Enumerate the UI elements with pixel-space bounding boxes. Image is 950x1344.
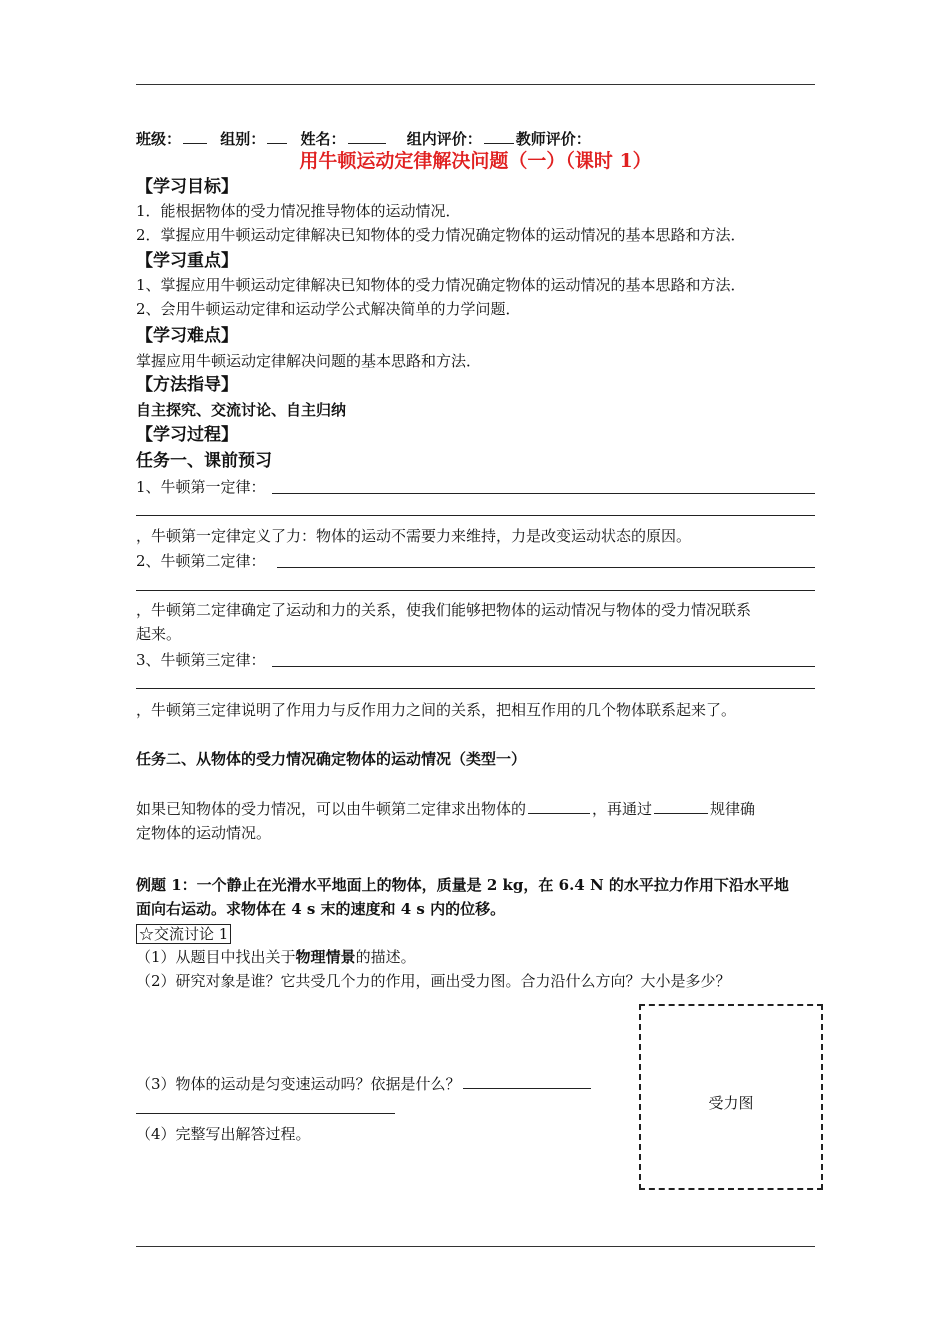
peer-eval-blank[interactable] <box>484 128 514 144</box>
law3-note: ，牛顿第三定律说明了作用力与反作用力之间的关系，把相互作用的几个物体联系起来了。 <box>136 701 737 719</box>
example1-line1: 例题 1：一个静止在光滑水平地面上的物体，质量是 2 kg，在 6.4 N 的水平拉力作用下沿水平地 <box>136 876 789 894</box>
q1-text-c: 的描述。 <box>355 948 416 966</box>
goals-heading: 【学习目标】 <box>136 177 238 197</box>
key-points-heading: 【学习重点】 <box>136 251 238 271</box>
intro-text-b: ，再通过 <box>592 800 653 818</box>
task2-title: 任务二、从物体的受力情况确定物体的运动情况（类型一） <box>136 750 527 768</box>
q3-answer-blank[interactable] <box>463 1073 591 1089</box>
q3-text: （3）物体的运动是匀变速运动吗？依据是什么？ <box>136 1075 461 1093</box>
student-info-line <box>136 128 815 149</box>
example1-line2: 面向右运动。求物体在 4 s 末的速度和 4 s 内的位移。 <box>136 900 506 918</box>
task1-title: 任务一、课前预习 <box>136 451 272 471</box>
name-blank[interactable] <box>348 128 386 144</box>
top-rule <box>136 84 815 85</box>
intro-text-c: 规律确 <box>710 800 756 818</box>
law2-note: ，牛顿第二定律确定了运动和力的关系，使我们能够把物体的运动情况与物体的受力情况联系 <box>136 601 752 619</box>
key-point-item: 1、掌握应用牛顿运动定律解决已知物体的受力情况确定物体的运动情况的基本思路和方法． <box>136 276 746 294</box>
force-diagram-label: 受力图 <box>708 1094 754 1112</box>
peer-eval-label: 组内评价： <box>406 130 482 148</box>
class-blank[interactable] <box>183 128 207 144</box>
goal-item: 1．能根据物体的受力情况推导物体的运动情况． <box>136 202 461 220</box>
law1-blank-1[interactable] <box>272 493 815 494</box>
law1-blank-2[interactable] <box>136 515 815 516</box>
difficulty-heading: 【学习难点】 <box>136 326 238 346</box>
page-title: 用牛顿运动定律解决问题（一）（课时 1） <box>299 150 652 172</box>
difficulty-text: 掌握应用牛顿运动定律解决问题的基本思路和方法． <box>136 352 482 370</box>
force-diagram-box[interactable] <box>639 1004 823 1190</box>
law2-blank-1[interactable] <box>277 567 815 568</box>
law2-note-cont: 起来。 <box>136 625 182 643</box>
goal-item: 2．掌握应用牛顿运动定律解决已知物体的受力情况确定物体的运动情况的基本思路和方法． <box>136 226 746 244</box>
q1-text-a: （1）从题目中找出关于 <box>136 948 296 966</box>
bottom-rule <box>136 1246 815 1247</box>
name-label: 姓名： <box>300 130 346 148</box>
law2-blank-2[interactable] <box>136 590 815 591</box>
kinematics-blank[interactable] <box>654 798 708 814</box>
question-2: （2）研究对象是谁？它共受几个力的作用，画出受力图。合力沿什么方向？大小是多少？ <box>136 972 731 990</box>
intro-text-a: 如果已知物体的受力情况，可以由牛顿第二定律求出物体的 <box>136 800 527 818</box>
teacher-eval-label: 教师评价： <box>515 130 591 148</box>
law1-note: ，牛顿第一定律定义了力：物体的运动不需要力来维持，力是改变运动状态的原因。 <box>136 527 692 545</box>
task2-intro-line1 <box>136 798 815 819</box>
law2-label: 2、牛顿第二定律： <box>136 552 266 570</box>
question-1 <box>136 947 815 967</box>
law1-label: 1、牛顿第一定律： <box>136 478 266 496</box>
discussion-line <box>136 924 815 944</box>
method-text: 自主探究、交流讨论、自主归纳 <box>136 401 347 419</box>
question-4: （4）完整写出解答过程。 <box>136 1125 311 1143</box>
acceleration-blank[interactable] <box>528 798 590 814</box>
law3-label: 3、牛顿第三定律： <box>136 651 266 669</box>
group-label: 组别： <box>220 130 266 148</box>
q1-emphasis: 物理情景 <box>295 948 356 966</box>
group-blank[interactable] <box>267 128 287 144</box>
key-point-item: 2、会用牛顿运动定律和运动学公式解决简单的力学问题． <box>136 300 521 318</box>
law3-blank-2[interactable] <box>136 688 815 689</box>
discussion-title: ☆交流讨论 1 <box>136 924 231 944</box>
class-label: 班级： <box>136 130 182 148</box>
task2-intro-line2: 定物体的运动情况。 <box>136 824 272 842</box>
process-heading: 【学习过程】 <box>136 425 238 445</box>
law3-blank-1[interactable] <box>272 666 815 667</box>
method-heading: 【方法指导】 <box>136 375 238 395</box>
q3-answer-blank-2[interactable] <box>136 1113 395 1114</box>
